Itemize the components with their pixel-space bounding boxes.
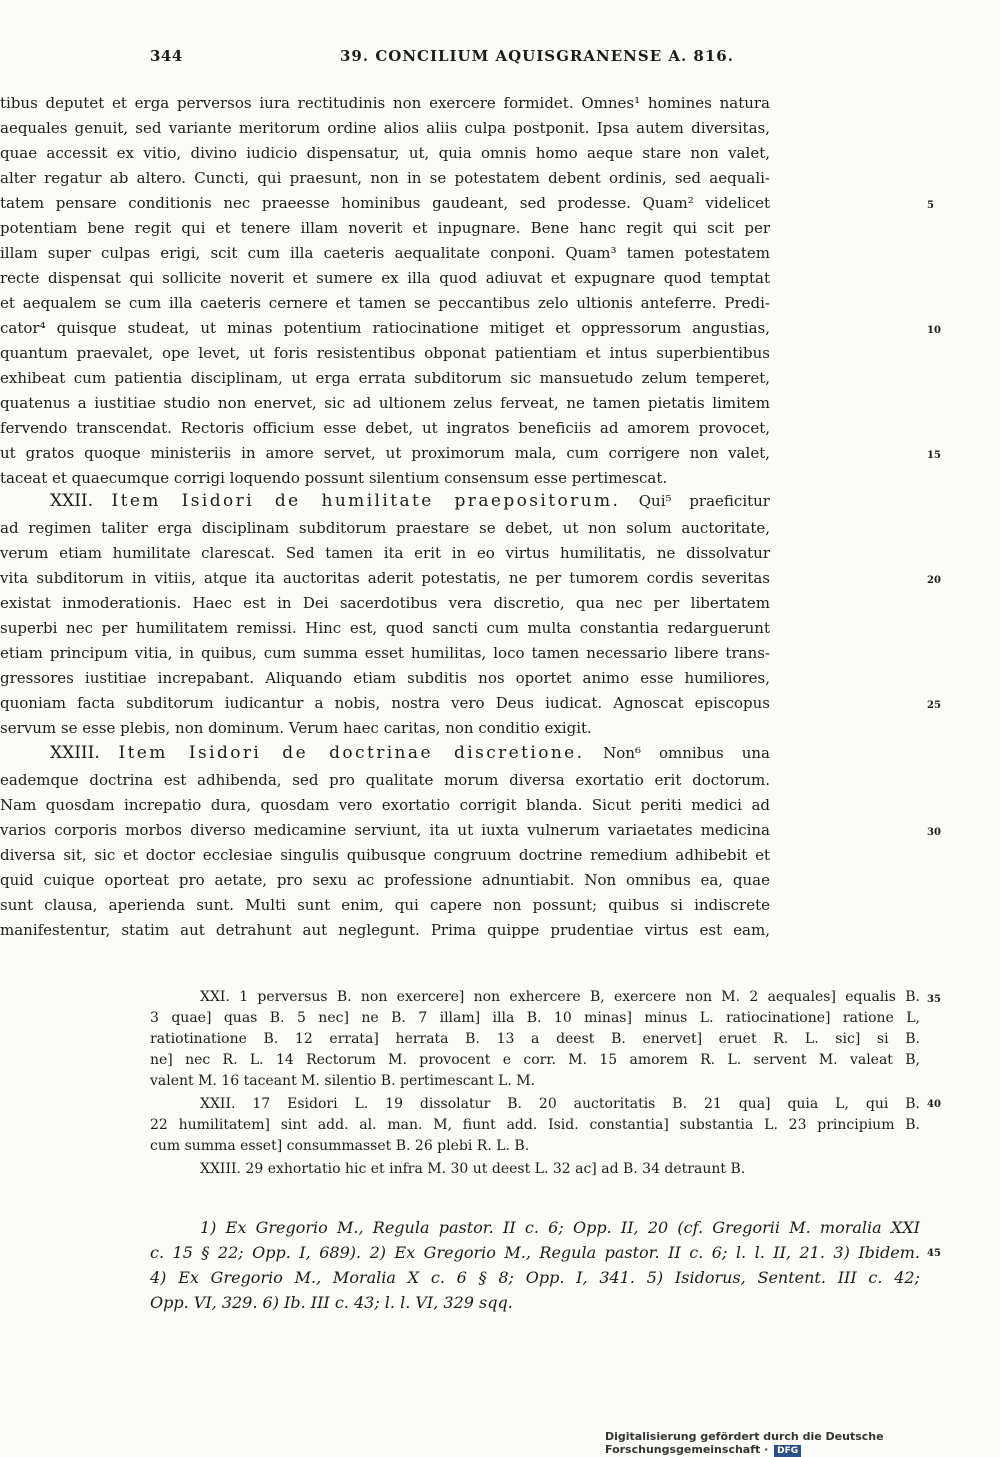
text-line: exhibeat cum patientia disciplinam, ut erga errata subditorum sic mansuetudo zelum temperet, [0, 369, 770, 387]
text-line: existat inmoderationis. Haec est in Dei sacerdotibus vera discretio, qua nec per libertatem [0, 594, 770, 612]
text-line: tibus deputet et erga perversos iura rectitudinis non exercere formidet. Omnes¹ homines natura [0, 94, 770, 112]
chapter-heading-xxii [0, 491, 770, 511]
text-line: ad regimen taliter erga disciplinam subditorum praestare se debet, ut non solum auctoritate, [0, 519, 770, 537]
text-line: et aequalem se cum illa caeteris cernere et tamen se peccantibus zelo ultionis anteferre. Predi- [0, 294, 770, 312]
text-line: recte dispensat qui sollicite noverit et sumere ex illa quod adiuvat et expugnare quod temptat [0, 269, 770, 287]
chapter-heading-xxiii [0, 743, 770, 763]
line-number: 10 [927, 325, 941, 336]
text-line: tatem pensare conditionis nec praeesse hominibus gaudeant, sed prodesse. Quam² videlicet [0, 194, 770, 212]
line-number: 45 [927, 1248, 941, 1259]
footnote-line: c. 15 § 22; Opp. I, 689). 2) Ex Gregorio M., Regula pastor. II c. 6; l. l. II, 21. 3) Ibidem. [150, 1243, 920, 1262]
text-line: quantum praevalet, ope levet, ut foris resistentibus obponat patientiam et intus superbientibus [0, 344, 770, 362]
apparatus-line: cum summa esset] consummasset B. 26 plebi R. L. B. [150, 1138, 530, 1154]
text-line: servum se esse plebis, non dominum. Verum haec caritas, non conditio exigit. [0, 719, 592, 737]
line-number: 15 [927, 450, 941, 461]
text-line: diversa sit, sic et doctor ecclesiae singulis quibusque congruum doctrine remedium adhibebit et [0, 846, 770, 864]
chapter-title: Item Isidori de doctrinae discretione. [118, 743, 585, 763]
text-line: aequales genuit, sed variante meritorum ordine alios aliis culpa postponit. Ipsa autem diversitas, [0, 119, 770, 137]
apparatus-line: valent M. 16 taceant M. silentio B. pertimescant L. M. [150, 1073, 536, 1089]
text-line: verum etiam humilitate clarescat. Sed tamen ita erit in eo virtus humilitatis, ne dissolvatur [0, 544, 770, 562]
chapter-numeral: XXIII. [50, 743, 100, 763]
running-title: 39. CONCILIUM AQUISGRANENSE A. 816. [340, 47, 734, 65]
text-line: manifestentur, statim aut detrahunt aut neglegunt. Prima quippe prudentiae virtus est eam, [0, 921, 770, 939]
text-line: potentiam bene regit qui et tenere illam noverit et inpugnare. Bene hanc regit qui scit per [0, 219, 770, 237]
text-line: vita subditorum in vitiis, atque ita auctoritas aderit potestatis, ne per tumorem cordis severitas [0, 569, 770, 587]
text-line: varios corporis morbos diverso medicamine serviunt, ita ut iuxta vulnerum variaetates medicina [0, 821, 770, 839]
text-line: ut gratos quoque ministeriis in amore servet, ut proximorum mala, cum corrigere non valet, [0, 444, 770, 462]
text-line: quoniam facta subditorum iudicantur a nobis, nostra vero Deus iudicat. Agnoscat episcopus [0, 694, 770, 712]
line-number: 30 [927, 827, 941, 838]
apparatus-line: XXI. 1 perversus B. non exercere] non exhercere B, exercere non M. 2 aequales] equalis B. [200, 989, 920, 1005]
text-line: taceat et quaecumque corrigi loquendo possunt silentium consensum esse pertimescat. [0, 469, 668, 487]
text-line: etiam principum vitia, in quibus, cum summa esset humilitas, loco tamen necessario libere trans- [0, 644, 770, 662]
footnote-line: 1) Ex Gregorio M., Regula pastor. II c. 6; Opp. II, 20 (cf. Gregorii M. moralia XXI [200, 1218, 920, 1237]
line-number: 5 [927, 200, 934, 211]
page-number: 344 [150, 47, 183, 65]
apparatus-line: 3 quae] quas B. 5 nec] ne B. 7 illam] illa B. 10 minas] minus L. ratiocinatione] ratione L, [150, 1010, 920, 1026]
chapter-text-start: Non⁶ omnibus una [603, 744, 770, 762]
text-line: sunt clausa, aperienda sunt. Multi sunt enim, qui capere non possunt; quibus si indiscrete [0, 896, 770, 914]
footnote-line: 4) Ex Gregorio M., Moralia X c. 6 § 8; Opp. I, 341. 5) Isidorus, Sentent. III c. 42; [150, 1268, 920, 1287]
chapter-title: Item Isidori de humilitate praepositorum. [111, 491, 621, 511]
text-line: eademque doctrina est adhibenda, sed pro qualitate morum diversa exortatio erit doctorum. [0, 771, 770, 789]
footnote-line: Opp. VI, 329. 6) Ib. III c. 43; l. l. VI, 329 sqq. [150, 1293, 513, 1312]
credit-text: Digitalisierung gefördert durch die Deutsche Forschungsgemeinschaft [605, 1430, 884, 1456]
text-line: quid cuique oporteat pro aetate, pro sexu ac professione adnuntiabit. Non omnibus ea, quae [0, 871, 770, 889]
line-number: 20 [927, 575, 941, 586]
text-line: fervendo transcendat. Rectoris officium esse debet, ut ingratos beneficiis ad amorem provocet, [0, 419, 770, 437]
text-line: cator⁴ quisque studeat, ut minas potentium ratiocinatione mitiget et oppressorum angustias, [0, 319, 770, 337]
dfg-logo: DFG [774, 1445, 801, 1457]
text-line: superbi nec per humilitatem remissi. Hinc est, quod sancti cum multa constantia redarguerunt [0, 619, 770, 637]
chapter-numeral: XXII. [50, 491, 94, 511]
digitization-credit: Digitalisierung gefördert durch die Deutsche Forschungsgemeinschaft · DFG [605, 1430, 884, 1456]
text-line: alter regatur ab altero. Cuncti, qui praesunt, non in se potestatem debent ordinis, sed aequali- [0, 169, 770, 187]
text-line: quatenus a iustitiae studio non enervet, sic ad ultionem zelus ferveat, ne tamen pietatis limitem [0, 394, 770, 412]
apparatus-line: XXIII. 29 exhortatio hic et infra M. 30 ut deest L. 32 ac] ad B. 34 detraunt B. [200, 1161, 746, 1177]
text-line: quae accessit ex vitio, divino iudicio dispensatur, ut, quia omnis homo aeque stare non valet, [0, 144, 770, 162]
apparatus-line: ratiotinatione B. 12 errata] herrata B. 13 a deest B. enervet] eruet R. L. sic] si B. [150, 1031, 920, 1047]
apparatus-line: 22 humilitatem] sint add. al. man. M, fiunt add. Isid. constantia] substantia L. 23 principium B. [150, 1117, 920, 1133]
apparatus-line: XXII. 17 Esidori L. 19 dissolatur B. 20 auctoritatis B. 21 qua] quia L, qui B. [200, 1096, 920, 1112]
text-line: illam super culpas erigi, scit cum illa caeteris aequalitate conponi. Quam³ tamen potestatem [0, 244, 770, 262]
line-number: 25 [927, 700, 941, 711]
chapter-text-start: Qui⁵ praeficitur [638, 492, 770, 510]
apparatus-line: ne] nec R. L. 14 Rectorum M. provocent e corr. M. 15 amorem R. L. servent M. valeat B, [150, 1052, 920, 1068]
line-number: 40 [927, 1099, 941, 1110]
running-header [150, 47, 920, 71]
text-line: gressores iustitiae increpabant. Aliquando etiam subditis nos oportet animo esse humiliores, [0, 669, 770, 687]
line-number: 35 [927, 994, 941, 1005]
text-line: Nam quosdam increpatio dura, quosdam vero exortatio corrigit blanda. Sicut periti medici ad [0, 796, 770, 814]
